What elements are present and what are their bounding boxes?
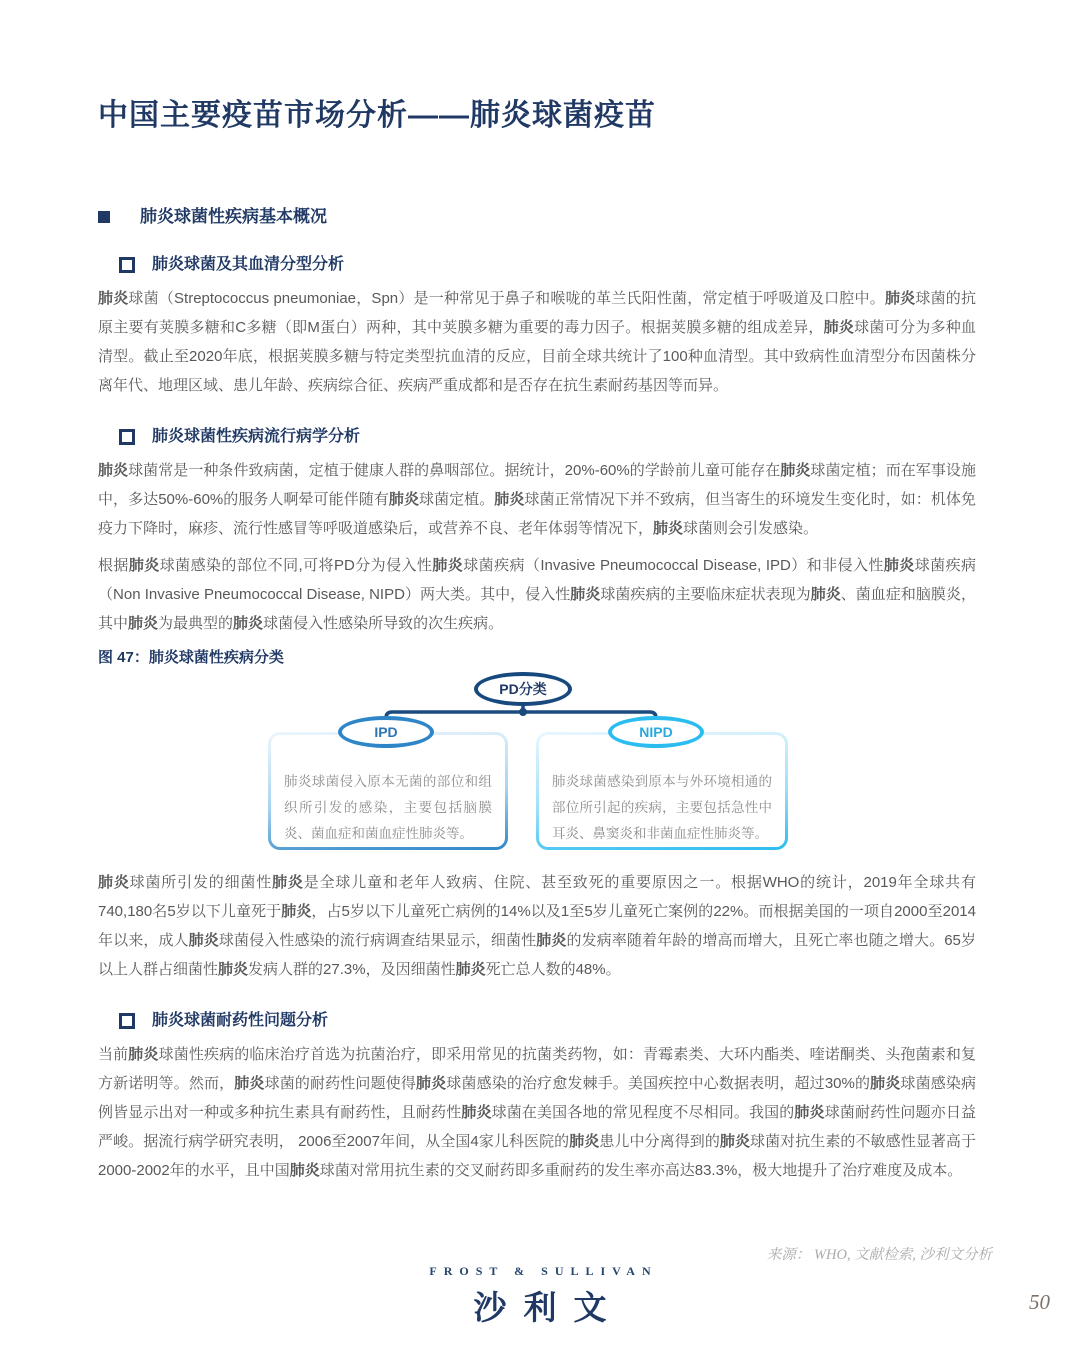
paragraph-epidemiology-1: 肺炎球菌常是一种条件致病菌，定植于健康人群的鼻咽部位。据统计，20%-60%的学龄前儿童可能存在肺炎球菌定植；而在军事设施中，多达50%-60%的服务人啊晕可能伴随有肺炎球菌定植。肺炎球菌正常情况下并不致病，但当寄生的环境发生变化时，如：机体免疫力下降时，麻疹、流行性感冒等呼吸道感染后，或营养不良、老年体弱等情况下，肺炎球菌则会引发感染。 bbox=[98, 462, 976, 537]
subsection-heading-label: 肺炎球菌性疾病流行病学分析 bbox=[152, 428, 361, 445]
nipd-node: NIPD bbox=[608, 716, 704, 748]
ipd-description-box bbox=[268, 732, 508, 850]
hollow-square-bullet-icon bbox=[119, 429, 135, 445]
ipd-node: IPD bbox=[338, 716, 434, 748]
ipd-description-text: 肺炎球菌侵入原本无菌的部位和组织所引发的感染，主要包括脑膜炎、菌血症和菌血症性肺炎等。 bbox=[271, 735, 505, 847]
section-heading-overview bbox=[98, 206, 976, 228]
nipd-description-text: 肺炎球菌感染到原本与外环境相通的部位所引起的疾病，主要包括急性中耳炎、鼻窦炎和非菌血症性肺炎等。 bbox=[539, 735, 785, 847]
frost-sullivan-logo bbox=[0, 1264, 1080, 1329]
section-heading-label: 肺炎球菌性疾病基本概况 bbox=[140, 207, 327, 226]
hollow-square-bullet-icon bbox=[119, 1013, 135, 1029]
subsection-heading-resistance bbox=[119, 1010, 976, 1032]
page-title: 中国主要疫苗市场分析——肺炎球菌疫苗 bbox=[98, 99, 656, 132]
subsection-heading-label: 肺炎球菌耐药性问题分析 bbox=[152, 1012, 329, 1029]
hollow-square-bullet-icon bbox=[119, 257, 135, 273]
root-node-pd: PD分类 bbox=[474, 672, 572, 706]
logo-chinese-name: 沙利文 bbox=[473, 1289, 624, 1326]
page-number: 50 bbox=[1029, 1290, 1050, 1314]
subsection-heading-epidemiology bbox=[119, 426, 976, 448]
paragraph-serotype: 肺炎球菌（Streptococcus pneumoniae，Spn）是一种常见于鼻子和喉咙的革兰氏阳性菌，常定植于呼吸道及口腔中。肺炎球菌的抗原主要有荚膜多糖和C多糖（即M蛋白）两种，其中荚膜多糖为重要的毒力因子。根据荚膜多糖的组成差异，肺炎球菌可分为多种血清型。截止至2020年底，根据荚膜多糖与特定类型抗血清的反应，目前全球共统计了100种血清型。其中致病性血清型分布因菌株分离年代、地理区域、患儿年龄、疾病综合征、疾病严重成都和是否存在抗生素耐药基因等而异。 bbox=[98, 290, 976, 394]
source-note: 来源： WHO, 文献检索, 沙利文分析 bbox=[766, 1247, 992, 1263]
nipd-description-box bbox=[536, 732, 788, 850]
paragraph-resistance: 当前肺炎球菌性疾病的临床治疗首选为抗菌治疗，即采用常见的抗菌类药物，如：青霉素类、大环内酯类、喹诺酮类、头孢菌素和复方新诺明等。然而，肺炎球菌的耐药性问题使得肺炎球菌感染的治疗愈发棘手。美国疾控中心数据表明，超过30%的肺炎球菌感染病例皆显示出对一种或多种抗生素具有耐药性，且耐药性肺炎球菌在美国各地的常见程度不尽相同。我国的肺炎球菌耐药性问题亦日益严峻。据流行病学研究表明， 2006至2007年间，从全国4家儿科医院的肺炎患儿中分离得到的肺炎球菌对抗生素的不敏感性显著高于2000-2002年的水平，且中国肺炎球菌对常用抗生素的交叉耐药即多重耐药的发生率亦高达83.3%，极大地提升了治疗难度及成本。 bbox=[98, 1046, 976, 1179]
paragraph-epidemiology-3: 肺炎球菌所引发的细菌性肺炎是全球儿童和老年人致病、住院、甚至致死的重要原因之一。根据WHO的统计，2019年全球共有740,180名5岁以下儿童死于肺炎，占5岁以下儿童死亡病例的14%以及1至5岁儿童死亡案例的22%。而根据美国的一项自2000至2014年以来，成人肺炎球菌侵入性感染的流行病调查结果显示，细菌性肺炎的发病率随着年龄的增高而增大，且死亡率也随之增大。65岁以上人群占细菌性肺炎发病人群的27.3%，及因细菌性肺炎死亡总人数的48%。 bbox=[98, 874, 976, 978]
subsection-heading-label: 肺炎球菌及其血清分型分析 bbox=[152, 256, 345, 273]
paragraph-epidemiology-2: 根据肺炎球菌感染的部位不同,可将PD分为侵入性肺炎球菌疾病（Invasive Pneumococcal Disease, IPD）和非侵入性肺炎球菌疾病（Non Invasive Pneumococcal Disease, NIPD）两大类。其中，侵入性肺炎球菌疾病的主要临床症状表现为肺炎、菌血症和脑膜炎，其中肺炎为最典型的肺炎球菌侵入性感染所导致的次生疾病。 bbox=[98, 557, 976, 632]
subsection-heading-serotype bbox=[119, 254, 976, 276]
logo-wordmark: FROST & SULLIVAN bbox=[429, 1264, 658, 1278]
figure-caption: 图 47：肺炎球菌性疾病分类 bbox=[98, 649, 284, 666]
pd-classification-chart bbox=[268, 668, 788, 860]
filled-square-bullet-icon bbox=[98, 211, 110, 223]
